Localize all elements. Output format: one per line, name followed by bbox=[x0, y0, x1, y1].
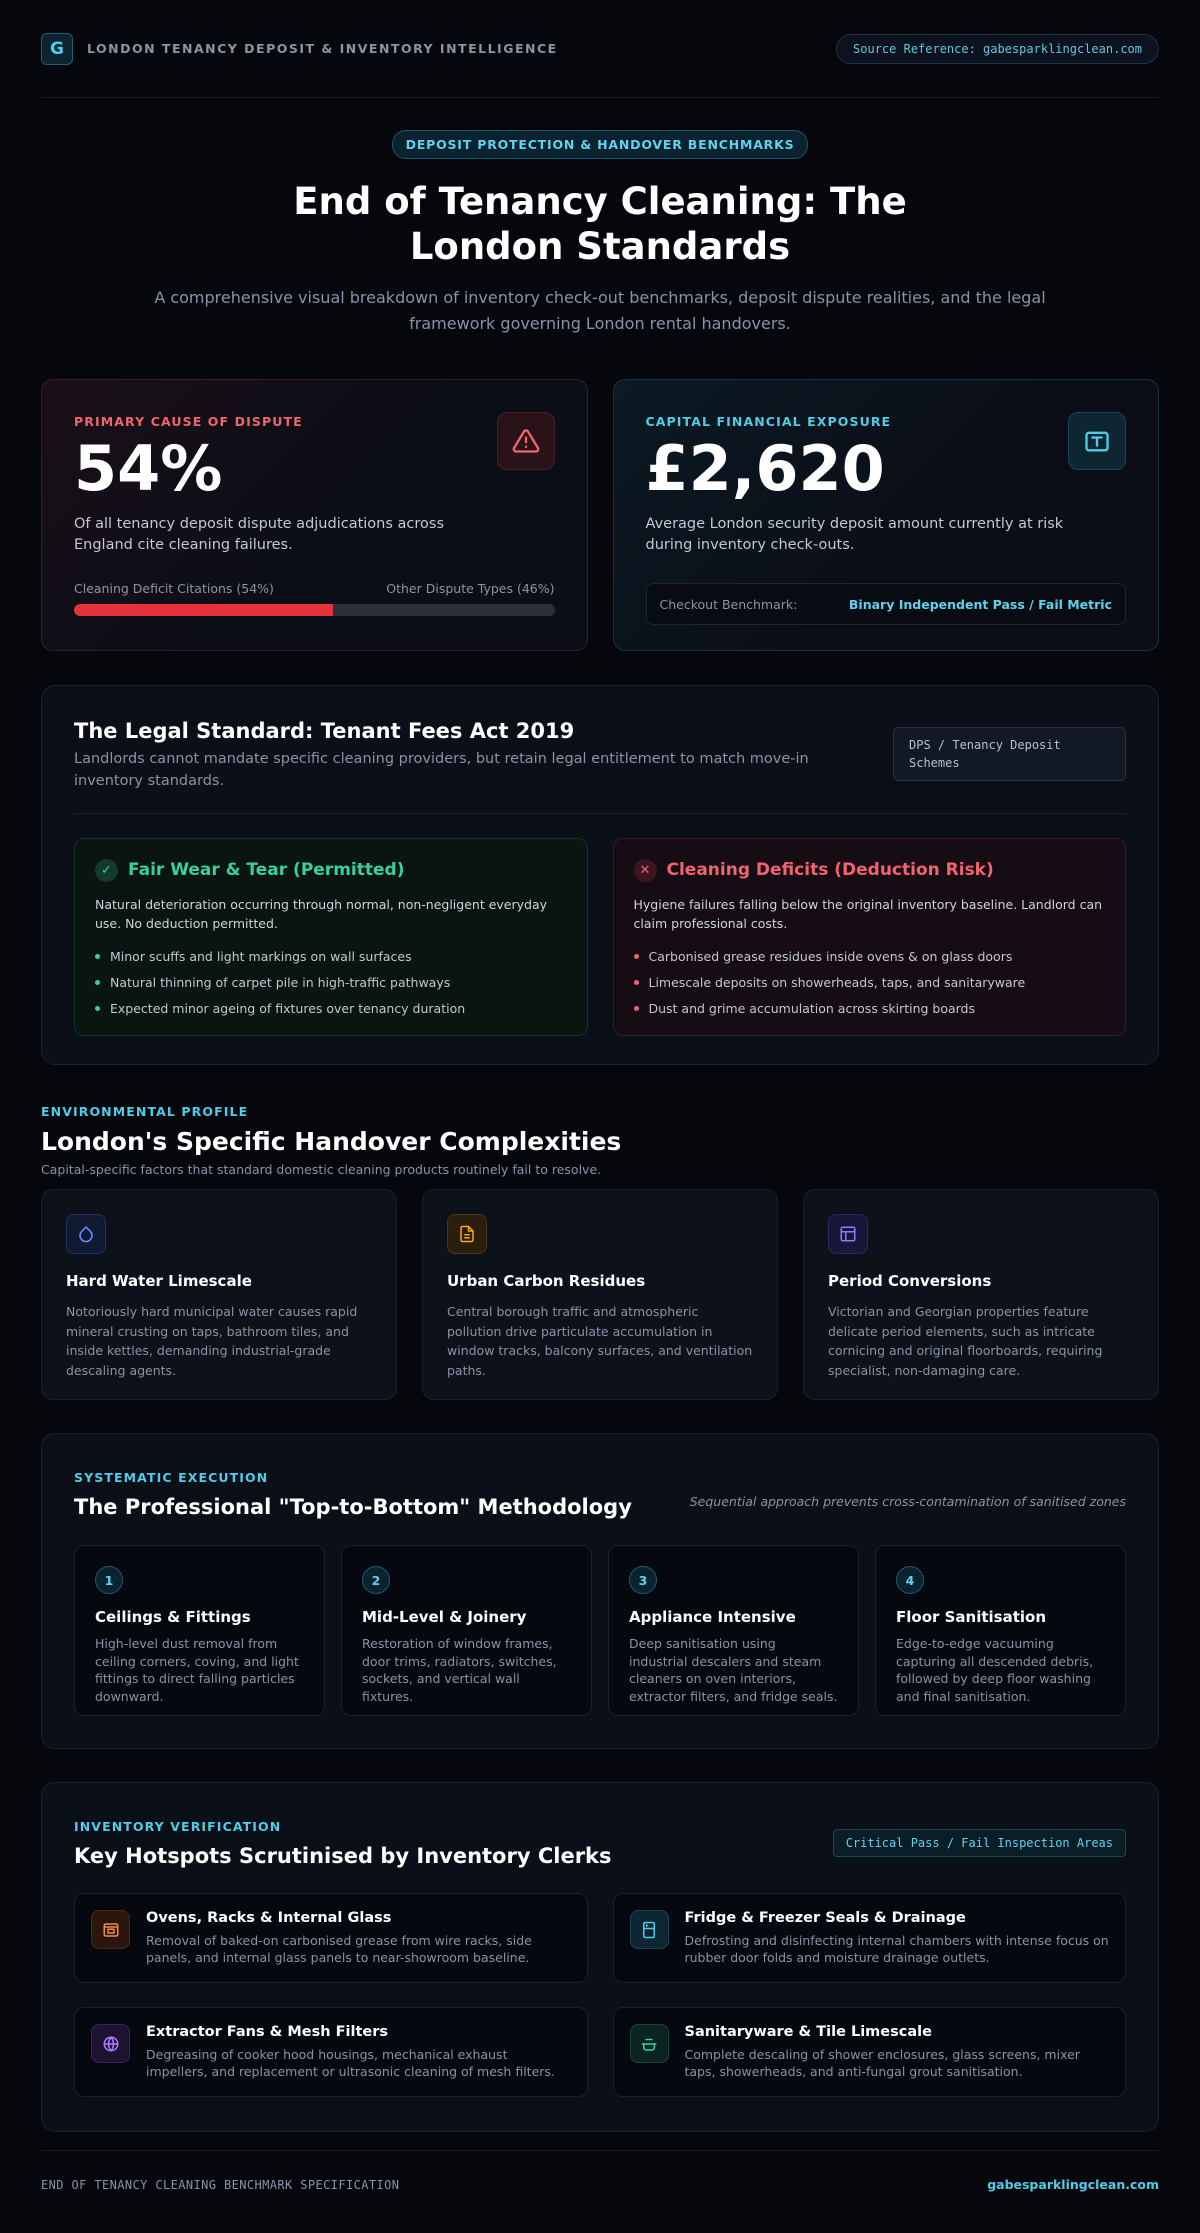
step-number: 2 bbox=[362, 1566, 390, 1594]
dispute-stat-card bbox=[41, 379, 588, 651]
exposure-description: Average London security deposit amount currently at risk during inventory check-outs. bbox=[645, 515, 1064, 554]
hotspots-title: Key Hotspots Scrutinised by Inventory Clerks bbox=[74, 1844, 612, 1869]
dispute-progress-fill bbox=[74, 604, 333, 616]
close-icon: ✕ bbox=[634, 859, 657, 882]
fair-wear-description: Natural deterioration occurring through normal, non-negligent everyday use. No deduction permitted. bbox=[95, 896, 548, 931]
fair-wear-list bbox=[95, 943, 567, 1021]
hotspot-card bbox=[613, 1893, 1127, 1983]
env-card-carbon bbox=[422, 1189, 778, 1400]
legal-columns bbox=[74, 838, 1126, 1036]
step-card bbox=[341, 1545, 592, 1716]
list-item-text: Limescale deposits on showerheads, taps, and sanitaryware bbox=[648, 974, 1026, 990]
list-item bbox=[95, 995, 567, 1021]
page-subtitle: A comprehensive visual breakdown of inventory check-out benchmarks, deposit dispute realities, and the legal framework governing London rental handovers. bbox=[154, 288, 1046, 333]
step-number: 1 bbox=[95, 1566, 123, 1594]
list-item bbox=[95, 969, 567, 995]
dispute-kicker: PRIMARY CAUSE OF DISPUTE bbox=[74, 414, 303, 430]
list-item bbox=[634, 943, 1106, 969]
page-title: End of Tenancy Cleaning: The London Standards bbox=[293, 180, 907, 269]
list-item-text: Dust and grime accumulation across skirting boards bbox=[648, 1000, 976, 1016]
cleaning-deficits-description: Hygiene failures falling below the original inventory baseline. Landlord can claim professional costs. bbox=[633, 896, 1103, 931]
list-item bbox=[95, 943, 567, 969]
stat-cards bbox=[41, 379, 1159, 651]
oven-icon bbox=[91, 1910, 130, 1949]
dispute-value: 54% bbox=[74, 432, 223, 506]
deposit-schemes-tag: DPS / Tenancy Deposit Schemes bbox=[893, 727, 1126, 781]
methodology-steps bbox=[74, 1545, 1126, 1716]
hotspots-grid bbox=[74, 1893, 1126, 2097]
hotspot-title: Fridge & Freezer Seals & Drainage bbox=[684, 1910, 966, 1927]
environment-cards bbox=[41, 1189, 1159, 1400]
cleaning-deficits-title: Cleaning Deficits (Deduction Risk) bbox=[666, 860, 994, 881]
dispute-description: Of all tenancy deposit dispute adjudications across England cite cleaning failures. bbox=[74, 515, 445, 554]
hotspot-title: Extractor Fans & Mesh Filters bbox=[146, 2024, 389, 2041]
list-item-text: Natural thinning of carpet pile in high-traffic pathways bbox=[110, 974, 451, 990]
list-item-text: Minor scuffs and light markings on wall surfaces bbox=[110, 948, 412, 964]
benchmark-label: Checkout Benchmark: bbox=[659, 596, 798, 612]
fair-wear-column bbox=[74, 838, 588, 1036]
methodology-title: The Professional "Top-to-Bottom" Methodology bbox=[74, 1495, 632, 1520]
list-item-text: Carbonised grease residues inside ovens & on glass doors bbox=[648, 948, 1013, 964]
hero-badge: DEPOSIT PROTECTION & HANDOVER BENCHMARKS bbox=[392, 130, 809, 159]
hotspots-panel bbox=[41, 1782, 1159, 2132]
env-card-description: Notoriously hard municipal water causes rapid mineral crusting on taps, bathroom tiles, and inside kettles, demanding industrial-grade descaling agents. bbox=[66, 1304, 358, 1378]
env-card-description: Central borough traffic and atmospheric pollution drive particulate accumulation in window tracks, balcony surfaces, and ventilation paths. bbox=[447, 1304, 753, 1378]
fair-wear-title: Fair Wear & Tear (Permitted) bbox=[128, 860, 405, 881]
hotspots-header bbox=[74, 1819, 1126, 1868]
list-item-text: Expected minor ageing of fixtures over tenancy duration bbox=[110, 1000, 466, 1016]
env-card-limescale bbox=[41, 1189, 397, 1400]
legal-standard-panel bbox=[41, 685, 1159, 1065]
step-title: Floor Sanitisation bbox=[896, 1608, 1047, 1627]
step-description: Edge-to-edge vacuuming capturing all descended debris, followed by deep floor washing and final sanitisation. bbox=[896, 1636, 1094, 1704]
logo-icon: G bbox=[41, 33, 73, 65]
step-description: Deep sanitisation using industrial descalers and steam cleaners on oven interiors, extractor filters, and fridge seals. bbox=[629, 1636, 838, 1704]
cleaning-deficits-header bbox=[634, 859, 1106, 882]
methodology-kicker: SYSTEMATIC EXECUTION bbox=[74, 1470, 269, 1486]
hotspot-card bbox=[74, 1893, 588, 1983]
bullet-icon bbox=[95, 1006, 100, 1011]
exposure-stat-card bbox=[613, 379, 1160, 651]
hotspot-card bbox=[613, 2007, 1127, 2097]
hotspot-description: Removal of baked-on carbonised grease from wire racks, side panels, and internal glass panels to near-showroom baseline. bbox=[146, 1933, 532, 1966]
environment-title: London's Specific Handover Complexities bbox=[41, 1127, 622, 1157]
dispute-bar-labels bbox=[74, 581, 555, 596]
fan-icon bbox=[91, 2024, 130, 2063]
bullet-icon bbox=[634, 1006, 639, 1011]
env-card-description: Victorian and Georgian properties feature delicate period elements, such as intricate cornicing and original floorboards, requiring specialist, non-damaging care. bbox=[828, 1304, 1103, 1378]
inspection-areas-tag: Critical Pass / Fail Inspection Areas bbox=[833, 1829, 1126, 1857]
fair-wear-header bbox=[95, 859, 567, 882]
footer-spec-label: END OF TENANCY CLEANING BENCHMARK SPECIFICATION bbox=[41, 2177, 400, 2192]
footer-site-link[interactable]: gabesparklingclean.com bbox=[987, 2177, 1159, 2192]
bullet-icon bbox=[634, 954, 639, 959]
env-card-title: Hard Water Limescale bbox=[66, 1272, 252, 1291]
bullet-icon bbox=[95, 954, 100, 959]
step-description: Restoration of window frames, door trims, radiators, switches, sockets, and vertical wall fixtures. bbox=[362, 1636, 557, 1704]
environment-kicker: ENVIRONMENTAL PROFILE bbox=[41, 1104, 249, 1120]
checkout-benchmark bbox=[646, 583, 1127, 625]
exposure-value: £2,620 bbox=[645, 432, 885, 506]
warning-icon bbox=[497, 412, 555, 470]
step-card bbox=[875, 1545, 1126, 1716]
dispute-progress-bar bbox=[74, 604, 555, 616]
hotspot-card bbox=[74, 2007, 588, 2097]
legal-description: Landlords cannot mandate specific cleaning providers, but retain legal entitlement to match move-in inventory standards. bbox=[74, 751, 809, 790]
list-item bbox=[634, 969, 1106, 995]
cleaning-deficits-list bbox=[634, 943, 1106, 1021]
source-reference-link[interactable]: Source Reference: gabesparklingclean.com bbox=[836, 34, 1159, 64]
fridge-icon bbox=[630, 1910, 669, 1949]
top-bar bbox=[41, 0, 1159, 98]
bath-icon bbox=[630, 2024, 669, 2063]
env-card-title: Period Conversions bbox=[828, 1272, 992, 1291]
benchmark-value: Binary Independent Pass / Fail Metric bbox=[848, 596, 1112, 612]
step-number: 4 bbox=[896, 1566, 924, 1594]
step-card bbox=[74, 1545, 325, 1716]
hotspot-title: Ovens, Racks & Internal Glass bbox=[146, 1910, 392, 1927]
env-card-title: Urban Carbon Residues bbox=[447, 1272, 646, 1291]
layout-icon bbox=[828, 1214, 868, 1254]
brand[interactable] bbox=[41, 33, 558, 65]
methodology-panel bbox=[41, 1433, 1159, 1749]
hotspot-description: Degreasing of cooker hood housings, mechanical exhaust impellers, and replacement or ultrasonic cleaning of mesh filters. bbox=[146, 2047, 555, 2080]
step-number: 3 bbox=[629, 1566, 657, 1594]
hotspot-title: Sanitaryware & Tile Limescale bbox=[684, 2024, 932, 2041]
other-dispute-label: Other Dispute Types (46%) bbox=[386, 581, 555, 597]
step-title: Mid-Level & Joinery bbox=[362, 1608, 527, 1627]
hero bbox=[41, 98, 1159, 336]
document-icon bbox=[447, 1214, 487, 1254]
bullet-icon bbox=[95, 980, 100, 985]
env-card-period bbox=[803, 1189, 1159, 1400]
list-item bbox=[634, 995, 1106, 1021]
footer bbox=[41, 2150, 1159, 2218]
step-title: Ceilings & Fittings bbox=[95, 1608, 251, 1627]
hotspot-description: Defrosting and disinfecting internal chambers with intense focus on rubber door folds and moisture drainage outlets. bbox=[684, 1933, 1109, 1966]
water-drop-icon bbox=[66, 1214, 106, 1254]
methodology-header bbox=[74, 1470, 1126, 1519]
deposit-icon bbox=[1068, 412, 1126, 470]
cleaning-deficits-column bbox=[613, 838, 1127, 1036]
exposure-kicker: CAPITAL FINANCIAL EXPOSURE bbox=[645, 414, 892, 430]
step-description: High-level dust removal from ceiling corners, coving, and light fittings to direct falling particles downward. bbox=[95, 1636, 299, 1704]
legal-header bbox=[74, 719, 1126, 814]
legal-title: The Legal Standard: Tenant Fees Act 2019 bbox=[74, 719, 575, 744]
methodology-note: Sequential approach prevents cross-contamination of sanitised zones bbox=[689, 1494, 1126, 1510]
bullet-icon bbox=[634, 980, 639, 985]
brand-name: LONDON TENANCY DEPOSIT & INVENTORY INTELLIGENCE bbox=[87, 41, 558, 56]
hotspot-description: Complete descaling of shower enclosures, glass screens, mixer taps, showerheads, and anti-fungal grout sanitisation. bbox=[684, 2047, 1080, 2080]
step-title: Appliance Intensive bbox=[629, 1608, 796, 1627]
step-card bbox=[608, 1545, 859, 1716]
hotspots-kicker: INVENTORY VERIFICATION bbox=[74, 1819, 282, 1835]
environmental-section bbox=[41, 1104, 1159, 1400]
environment-subtitle: Capital-specific factors that standard domestic cleaning products routinely fail to resolve. bbox=[41, 1162, 602, 1178]
check-icon: ✓ bbox=[95, 859, 118, 882]
cleaning-deficit-label: Cleaning Deficit Citations (54%) bbox=[74, 581, 274, 597]
